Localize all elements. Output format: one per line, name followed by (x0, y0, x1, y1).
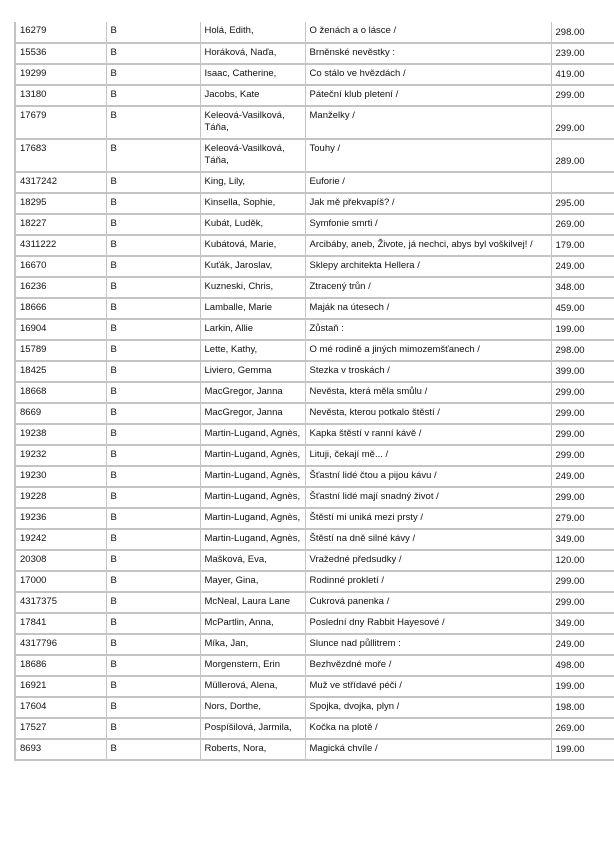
table-row (15, 193, 614, 214)
cell-author: Lamballe, Marie (200, 298, 305, 319)
cell-type: B (106, 634, 200, 655)
cell-author: King, Lily, (200, 172, 305, 193)
table-row (15, 382, 614, 403)
cell-author: Roberts, Nora, (200, 739, 305, 760)
table-row (15, 508, 614, 529)
cell-price: 299.00 (551, 106, 614, 139)
cell-author: Müllerová, Alena, (200, 676, 305, 697)
cell-id: 17604 (15, 697, 106, 718)
cell-type: B (106, 739, 200, 760)
cell-title: Ztracený trůn / (305, 277, 551, 298)
cell-price: 239.00 (551, 43, 614, 64)
cell-id: 18666 (15, 298, 106, 319)
cell-price: 298.00 (551, 340, 614, 361)
table-row (15, 571, 614, 592)
cell-id: 19228 (15, 487, 106, 508)
table-row (15, 340, 614, 361)
cell-title: Touhy / (305, 139, 551, 172)
cell-title: Cukrová panenka / (305, 592, 551, 613)
cell-author: Kuťák, Jaroslav, (200, 256, 305, 277)
cell-author: Martin-Lugand, Agnès, (200, 487, 305, 508)
cell-price: 459.00 (551, 298, 614, 319)
cell-price: 299.00 (551, 85, 614, 106)
cell-id: 8669 (15, 403, 106, 424)
cell-title: Nevěsta, kterou potkalo štěstí / (305, 403, 551, 424)
cell-title: Stezka v troskách / (305, 361, 551, 382)
cell-type: B (106, 508, 200, 529)
cell-author: Martin-Lugand, Agnès, (200, 529, 305, 550)
cell-id: 18295 (15, 193, 106, 214)
cell-title: Nevěsta, která měla smůlu / (305, 382, 551, 403)
cell-price: 299.00 (551, 445, 614, 466)
cell-price: 299.00 (551, 571, 614, 592)
cell-id: 18686 (15, 655, 106, 676)
cell-type: B (106, 403, 200, 424)
cell-id: 15789 (15, 340, 106, 361)
cell-title: Štěstí mi uniká mezi prsty / (305, 508, 551, 529)
cell-title: Štěstí na dně silné kávy / (305, 529, 551, 550)
cell-type: B (106, 529, 200, 550)
cell-author: Kubátová, Marie, (200, 235, 305, 256)
table-row (15, 298, 614, 319)
cell-price: 298.00 (551, 22, 614, 43)
table-row (15, 445, 614, 466)
cell-author: McPartlin, Anna, (200, 613, 305, 634)
cell-type: B (106, 655, 200, 676)
cell-author: Holá, Edith, (200, 22, 305, 43)
table-row (15, 634, 614, 655)
cell-id: 17527 (15, 718, 106, 739)
cell-price: 179.00 (551, 235, 614, 256)
cell-author: Larkin, Allie (200, 319, 305, 340)
cell-type: B (106, 676, 200, 697)
cell-type: B (106, 466, 200, 487)
cell-id: 19232 (15, 445, 106, 466)
table-row (15, 235, 614, 256)
table-row (15, 676, 614, 697)
cell-author: Mašková, Eva, (200, 550, 305, 571)
cell-price: 249.00 (551, 634, 614, 655)
cell-title: Slunce nad půllitrem : (305, 634, 551, 655)
cell-title: Kapka štěstí v ranní kávě / (305, 424, 551, 445)
table-row (15, 697, 614, 718)
cell-id: 19299 (15, 64, 106, 85)
table-row (15, 466, 614, 487)
cell-price: 269.00 (551, 718, 614, 739)
cell-type: B (106, 571, 200, 592)
cell-id: 16279 (15, 22, 106, 43)
table-row (15, 487, 614, 508)
cell-id: 17841 (15, 613, 106, 634)
cell-type: B (106, 64, 200, 85)
cell-author: Kubát, Luděk, (200, 214, 305, 235)
table-row (15, 277, 614, 298)
cell-author: Lette, Kathy, (200, 340, 305, 361)
table-row (15, 655, 614, 676)
table-row (15, 85, 614, 106)
cell-id: 4317796 (15, 634, 106, 655)
cell-type: B (106, 214, 200, 235)
cell-author: Martin-Lugand, Agnès, (200, 508, 305, 529)
cell-title: Šťastní lidé čtou a pijou kávu / (305, 466, 551, 487)
cell-id: 18425 (15, 361, 106, 382)
table-row (15, 613, 614, 634)
cell-price: 419.00 (551, 64, 614, 85)
cell-price: 289.00 (551, 139, 614, 172)
cell-author: Jacobs, Kate (200, 85, 305, 106)
cell-title: Manželky / (305, 106, 551, 139)
cell-price: 349.00 (551, 529, 614, 550)
cell-title: Spojka, dvojka, plyn / (305, 697, 551, 718)
cell-id: 19236 (15, 508, 106, 529)
cell-type: B (106, 487, 200, 508)
cell-type: B (106, 550, 200, 571)
cell-type: B (106, 718, 200, 739)
cell-author: Kuzneski, Chris, (200, 277, 305, 298)
table-row (15, 106, 614, 139)
cell-id: 17679 (15, 106, 106, 139)
table-row (15, 550, 614, 571)
cell-author: MacGregor, Janna (200, 403, 305, 424)
cell-author: Keleová-Vasilková, Táňa, (200, 106, 305, 139)
cell-price: 199.00 (551, 739, 614, 760)
cell-price: 249.00 (551, 256, 614, 277)
cell-title: Jak mě překvapíš? / (305, 193, 551, 214)
cell-title: Vražedné předsudky / (305, 550, 551, 571)
table-row (15, 172, 614, 193)
cell-price: 198.00 (551, 697, 614, 718)
cell-price: 299.00 (551, 487, 614, 508)
cell-id: 20308 (15, 550, 106, 571)
cell-title: Rodinné prokletí / (305, 571, 551, 592)
cell-price: 199.00 (551, 676, 614, 697)
cell-type: B (106, 361, 200, 382)
cell-title: Brněnské nevěstky : (305, 43, 551, 64)
cell-id: 4317242 (15, 172, 106, 193)
cell-title: Maják na útesech / (305, 298, 551, 319)
table-row (15, 361, 614, 382)
cell-author: Martin-Lugand, Agnès, (200, 466, 305, 487)
cell-id: 19238 (15, 424, 106, 445)
cell-price: 279.00 (551, 508, 614, 529)
table-row (15, 718, 614, 739)
cell-title: O ženách a o lásce / (305, 22, 551, 43)
cell-type: B (106, 106, 200, 139)
cell-title: Poslední dny Rabbit Hayesové / (305, 613, 551, 634)
cell-author: Mayer, Gina, (200, 571, 305, 592)
cell-type: B (106, 43, 200, 64)
cell-type: B (106, 298, 200, 319)
cell-type: B (106, 613, 200, 634)
table-row (15, 214, 614, 235)
cell-author: Horáková, Naďa, (200, 43, 305, 64)
table-row (15, 139, 614, 172)
cell-type: B (106, 445, 200, 466)
cell-price: 199.00 (551, 319, 614, 340)
cell-type: B (106, 340, 200, 361)
cell-title: Šťastní lidé mají snadný život / (305, 487, 551, 508)
table-row (15, 256, 614, 277)
cell-title: O mé rodině a jiných mimozemšťanech / (305, 340, 551, 361)
cell-id: 16670 (15, 256, 106, 277)
table-row (15, 739, 614, 760)
cell-title: Zůstaň : (305, 319, 551, 340)
cell-author: McNeal, Laura Lane (200, 592, 305, 613)
cell-type: B (106, 22, 200, 43)
cell-price: 348.00 (551, 277, 614, 298)
cell-price: 120.00 (551, 550, 614, 571)
table-row (15, 43, 614, 64)
cell-type: B (106, 256, 200, 277)
cell-id: 8693 (15, 739, 106, 760)
cell-title: Sklepy architekta Hellera / (305, 256, 551, 277)
cell-id: 17683 (15, 139, 106, 172)
cell-author: Martin-Lugand, Agnès, (200, 424, 305, 445)
cell-title: Co stálo ve hvězdách / (305, 64, 551, 85)
cell-author: Nors, Dorthe, (200, 697, 305, 718)
cell-id: 18227 (15, 214, 106, 235)
cell-title: Symfonie smrti / (305, 214, 551, 235)
cell-title: Kočka na plotě / (305, 718, 551, 739)
cell-id: 15536 (15, 43, 106, 64)
cell-title: Arcibáby, aneb, Živote, já nechci, abys byl voškilvej! / (305, 235, 551, 256)
cell-id: 13180 (15, 85, 106, 106)
cell-id: 4317375 (15, 592, 106, 613)
cell-price: 249.00 (551, 466, 614, 487)
table-row (15, 592, 614, 613)
cell-author: Keleová-Vasilková, Táňa, (200, 139, 305, 172)
table-row (15, 64, 614, 85)
cell-author: Liviero, Gemma (200, 361, 305, 382)
cell-price: 299.00 (551, 382, 614, 403)
cell-type: B (106, 592, 200, 613)
cell-type: B (106, 382, 200, 403)
cell-type: B (106, 424, 200, 445)
table-row (15, 529, 614, 550)
cell-author: Martin-Lugand, Agnès, (200, 445, 305, 466)
cell-id: 16921 (15, 676, 106, 697)
cell-author: Isaac, Catherine, (200, 64, 305, 85)
cell-price (551, 172, 614, 193)
cell-author: Morgenstern, Erin (200, 655, 305, 676)
cell-title: Magická chvíle / (305, 739, 551, 760)
cell-id: 19230 (15, 466, 106, 487)
cell-author: Pospíšilová, Jarmila, (200, 718, 305, 739)
cell-price: 299.00 (551, 592, 614, 613)
cell-type: B (106, 319, 200, 340)
cell-price: 269.00 (551, 214, 614, 235)
cell-id: 16236 (15, 277, 106, 298)
cell-price: 299.00 (551, 403, 614, 424)
cell-author: Míka, Jan, (200, 634, 305, 655)
cell-type: B (106, 172, 200, 193)
book-table-body (15, 22, 614, 760)
table-row (15, 22, 614, 43)
table-row (15, 424, 614, 445)
cell-price: 349.00 (551, 613, 614, 634)
cell-price: 399.00 (551, 361, 614, 382)
book-list (14, 22, 614, 761)
cell-type: B (106, 235, 200, 256)
cell-type: B (106, 697, 200, 718)
table-row (15, 403, 614, 424)
cell-type: B (106, 193, 200, 214)
cell-author: Kinsella, Sophie, (200, 193, 305, 214)
cell-title: Lituji, čekají mě... / (305, 445, 551, 466)
cell-price: 498.00 (551, 655, 614, 676)
cell-id: 16904 (15, 319, 106, 340)
cell-id: 19242 (15, 529, 106, 550)
cell-id: 18668 (15, 382, 106, 403)
cell-price: 295.00 (551, 193, 614, 214)
cell-price: 299.00 (551, 424, 614, 445)
cell-id: 17000 (15, 571, 106, 592)
cell-title: Muž ve střídavé péči / (305, 676, 551, 697)
cell-type: B (106, 85, 200, 106)
cell-type: B (106, 139, 200, 172)
book-table (14, 22, 614, 761)
cell-title: Bezhvězdné moře / (305, 655, 551, 676)
cell-type: B (106, 277, 200, 298)
cell-title: Euforie / (305, 172, 551, 193)
cell-id: 4311222 (15, 235, 106, 256)
table-row (15, 319, 614, 340)
cell-author: MacGregor, Janna (200, 382, 305, 403)
cell-title: Páteční klub pletení / (305, 85, 551, 106)
